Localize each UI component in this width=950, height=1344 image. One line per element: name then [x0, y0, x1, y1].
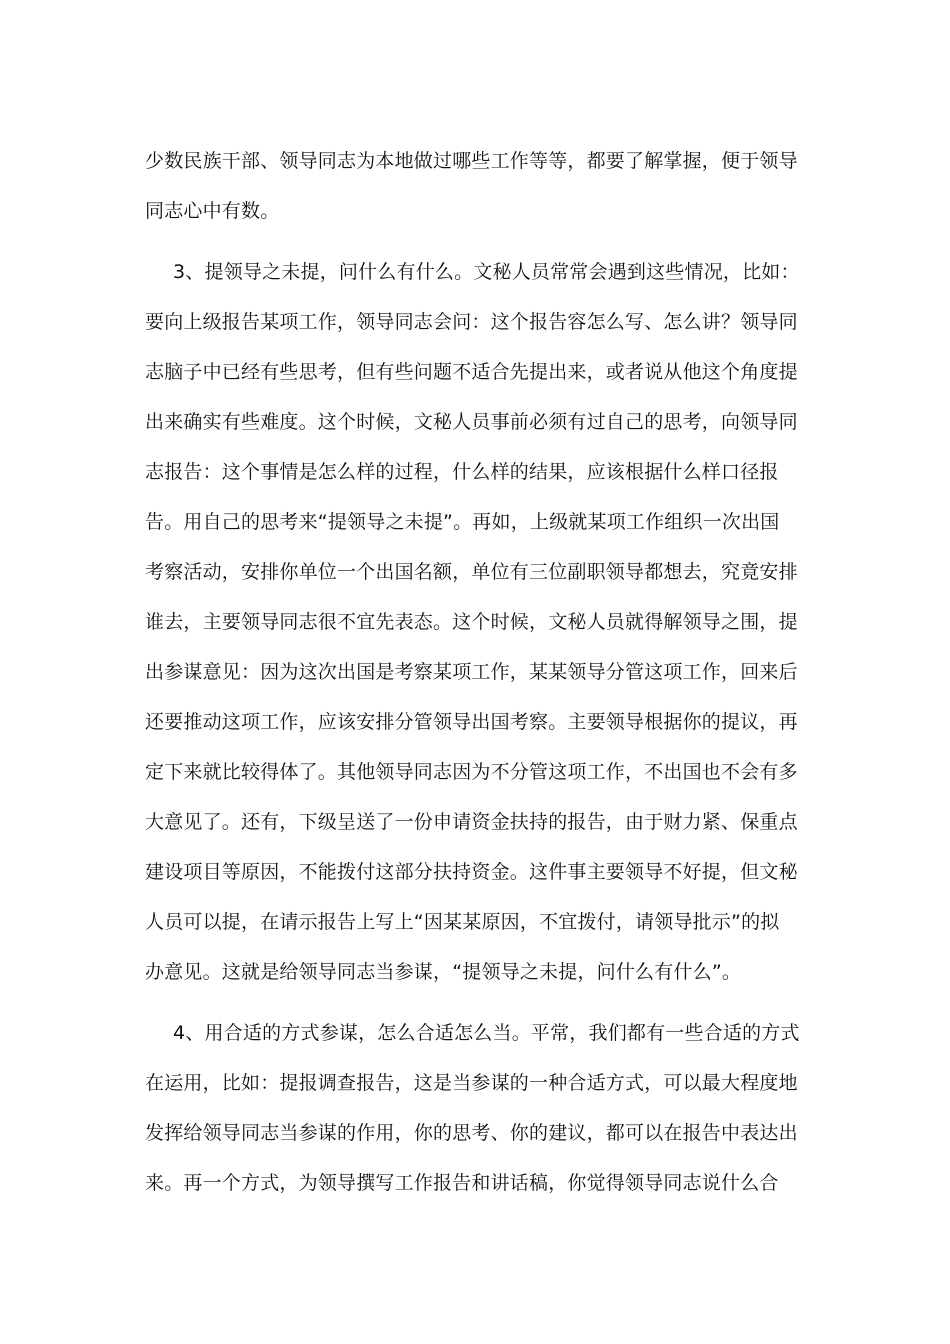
text-line: 建设项目等原因，不能拨付这部分扶持资金。这件事主要领导不好提，但文秘 [145, 861, 798, 883]
text-line: 来。再一个方式，为领导撰写工作报告和讲话稿，你觉得领导同志说什么合 [145, 1172, 779, 1194]
paragraph-4-start: 4、用合适的方式参谋，怎么合适怎么当。平常，我们都有一些合适的方式 [173, 1022, 800, 1044]
text-line: 少数民族干部、领导同志为本地做过哪些工作等等，都要了解掌握，便于领导 [145, 150, 798, 172]
text-line: 大意见了。还有，下级呈送了一份申请资金扶持的报告，由于财力紧、保重点 [145, 811, 798, 833]
text-line: 谁去，主要领导同志很不宜先表态。这个时候，文秘人员就得解领导之围，提 [145, 611, 798, 633]
text-line: 还要推动这项工作，应该安排分管领导出国考察。主要领导根据你的提议，再 [145, 711, 798, 733]
text-line: 告。用自己的思考来“提领导之未提”。再如，上级就某项工作组织一次出国 [145, 511, 780, 533]
text-line: 在运用，比如：提报调查报告，这是当参谋的一种合适方式，可以最大程度地 [145, 1072, 798, 1094]
text-line: 人员可以提，在请示报告上写上“因某某原因，不宜拨付，请领导批示”的拟 [145, 911, 780, 933]
text-line: 定下来就比较得体了。其他领导同志因为不分管这项工作，不出国也不会有多 [145, 761, 798, 783]
text-line: 办意见。这就是给领导同志当参谋，“提领导之未提，问什么有什么”。 [145, 961, 742, 983]
text-line: 出来确实有些难度。这个时候，文秘人员事前必须有过自己的思考，向领导同 [145, 411, 798, 433]
text-line: 同志心中有数。 [145, 200, 280, 222]
text-line: 志脑子中已经有些思考，但有些问题不适合先提出来，或者说从他这个角度提 [145, 361, 798, 383]
text-line: 发挥给领导同志当参谋的作用，你的思考、你的建议，都可以在报告中表达出 [145, 1122, 798, 1144]
paragraph-3-start: 3、提领导之未提，问什么有什么。文秘人员常常会遇到这些情况，比如： [173, 261, 800, 283]
text-line: 出参谋意见：因为这次出国是考察某项工作，某某领导分管这项工作，回来后 [145, 661, 798, 683]
text-line: 志报告：这个事情是怎么样的过程，什么样的结果，应该根据什么样口径报 [145, 461, 779, 483]
text-line: 要向上级报告某项工作，领导同志会问：这个报告容怎么写、怎么讲？领导同 [145, 311, 798, 333]
text-line: 考察活动，安排你单位一个出国名额，单位有三位副职领导都想去，究竟安排 [145, 561, 798, 583]
